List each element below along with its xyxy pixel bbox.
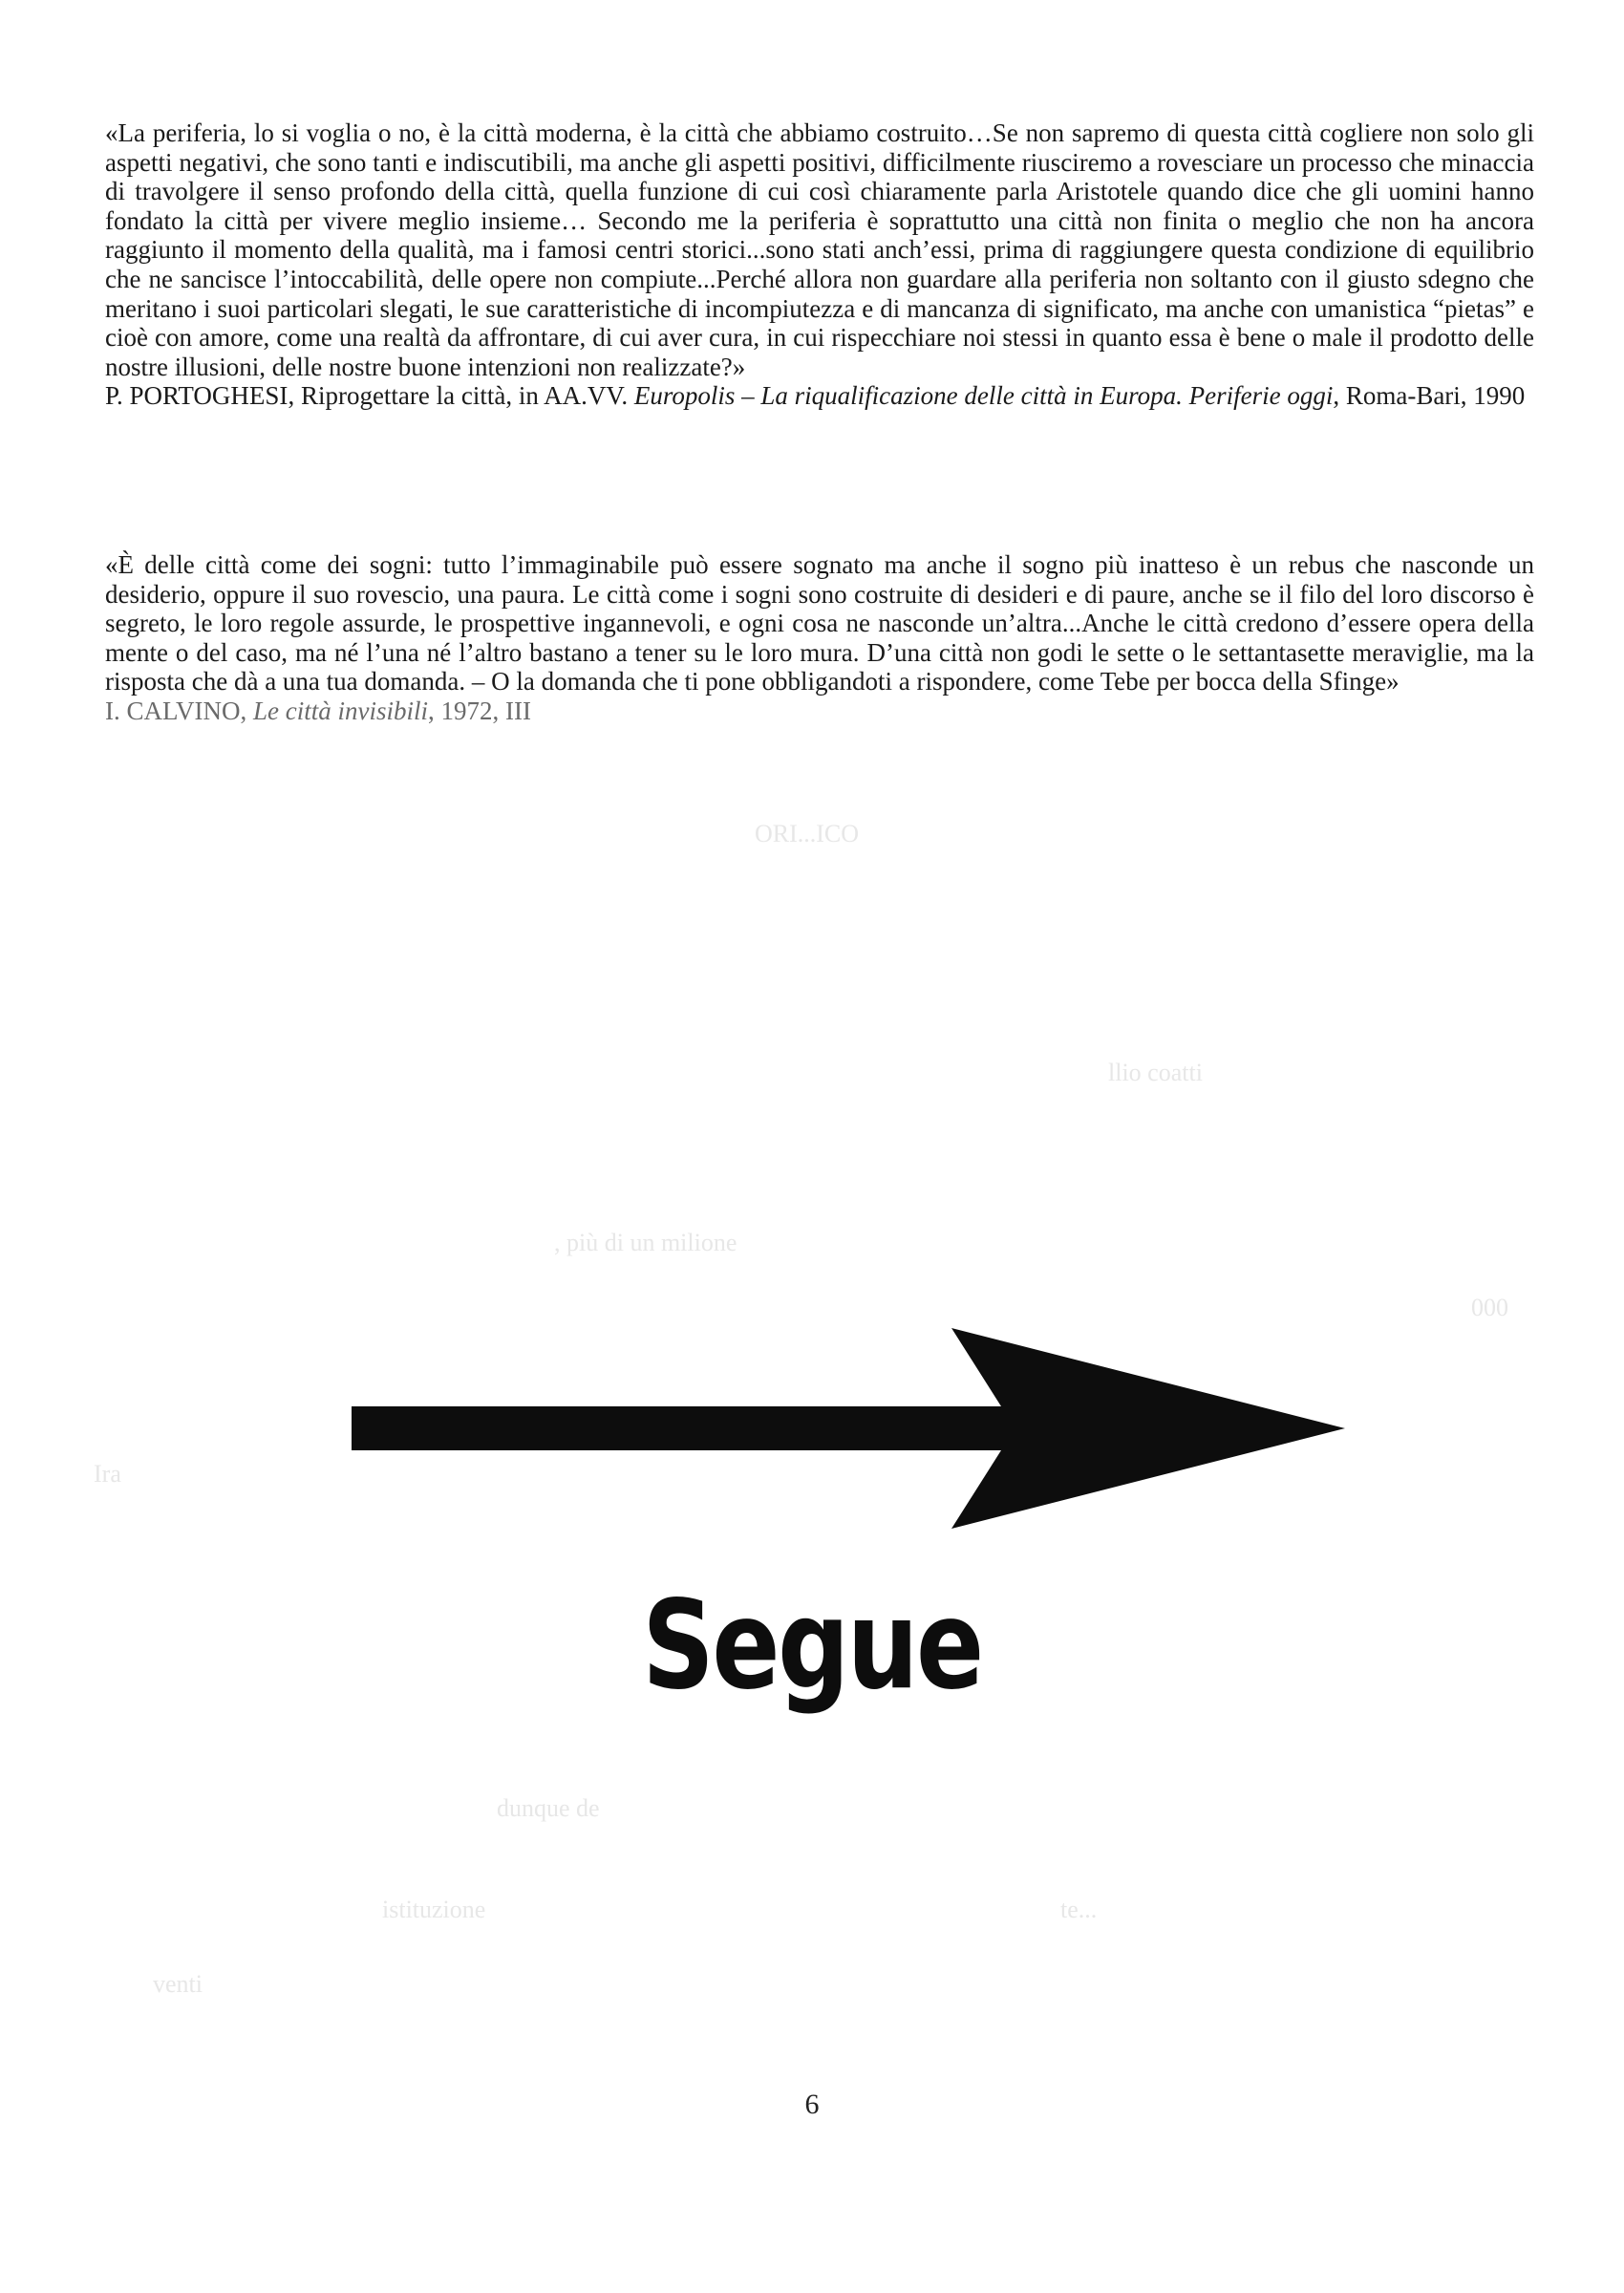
quote-text: «La periferia, lo si voglia o no, è la città moderna, è la città che abbiamo costruito…Se non sapremo di questa città cogliere non solo gli aspetti negativi, che sono tanti e indiscutibili, ma anche gli aspetti positivi, difficilmente riusciremo a rovesciare un processo che minaccia di travolgere il senso profondo della città, quella funzione di cui così chiaramente parla Aristotele quando dice che gli uomini hanno fondato la città per vivere meglio insieme… Secondo me la periferia è soprattutto una città non finita o meglio che non ha ancora raggiunto il momento della qualità, ma i famosi centri storici...sono stati anch’essi, prima di raggiungere questa condizione di equilibrio che ne sancisce l’intoccabilità, delle opere non compiute...Perché allora non guardare alla periferia non soltanto con il giusto sdegno che meritano i suoi particolari slegati, le sue caratteristiche di incompiutezza e di mancanza di significato, ma anche con umanistica “pietas” e cioè con amore, come una realtà da affrontare, di cui aver cura, in cui rispecchiare noi stessi in quanto essa è bene o male il prodotto delle nostre illusioni, delle nostre buone intenzioni non realizzate?» (105, 118, 1534, 381)
citation (105, 696, 1534, 726)
quote-portoghesi (105, 118, 1534, 411)
citation-author: P. PORTOGHESI (105, 381, 288, 411)
citation-article: , Riprogettare la città, in AA.VV. (288, 381, 634, 411)
bleed-through-trace: istituzione (382, 1896, 486, 1923)
continue-label: Segue (642, 1575, 982, 1717)
bleed-through-trace: ORI...ICO (755, 820, 860, 847)
bleed-through-trace: venti (153, 1970, 203, 1998)
citation-separator: , (240, 696, 253, 725)
citation-publisher: , Roma-Bari, 1990 (1333, 381, 1526, 411)
bleed-through-trace: te... (1060, 1896, 1098, 1923)
bleed-through-trace: Ira (94, 1460, 121, 1488)
arrow-right-icon (352, 1328, 1345, 1529)
bleed-through-trace: 000 (1471, 1294, 1508, 1321)
quote-calvino (105, 550, 1534, 726)
citation-edition: , 1972, III (428, 696, 531, 725)
citation (105, 381, 1534, 411)
bleed-through-trace: dunque de (497, 1794, 600, 1822)
bleed-through-trace: llio coatti (1108, 1059, 1203, 1086)
citation-book-title: Europolis – La riqualificazione delle città in Europa. Periferie oggi (633, 381, 1334, 411)
quote-text: «È delle città come dei sogni: tutto l’immaginabile può essere sognato ma anche il sogno più inatteso è un rebus che nasconde un desiderio, oppure il suo rovescio, una paura. Le città come i sogni sono costruite di desideri e di paure, anche se il filo del loro discorso è segreto, le loro regole assurde, le prospettive ingannevoli, e ogni cosa ne nasconde un’altra...Anche le città credono d’essere opera della mente o del caso, ma né l’una né l’altro bastano a tener su le loro mura. D’una città non godi le sette o le settantasette meraviglie, ma la risposta che dà a una tua domanda. – O la domanda che ti pone obbligandoti a rispondere, come Tebe per bocca della Sfinge» (105, 550, 1534, 696)
citation-book-title: Le città invisibili (253, 696, 428, 725)
citation-author: I. CALVINO (105, 696, 241, 725)
arrow-shape (352, 1328, 1345, 1529)
page-number: 6 (804, 2089, 820, 2120)
bleed-through-trace: , più di un milione (554, 1229, 737, 1256)
